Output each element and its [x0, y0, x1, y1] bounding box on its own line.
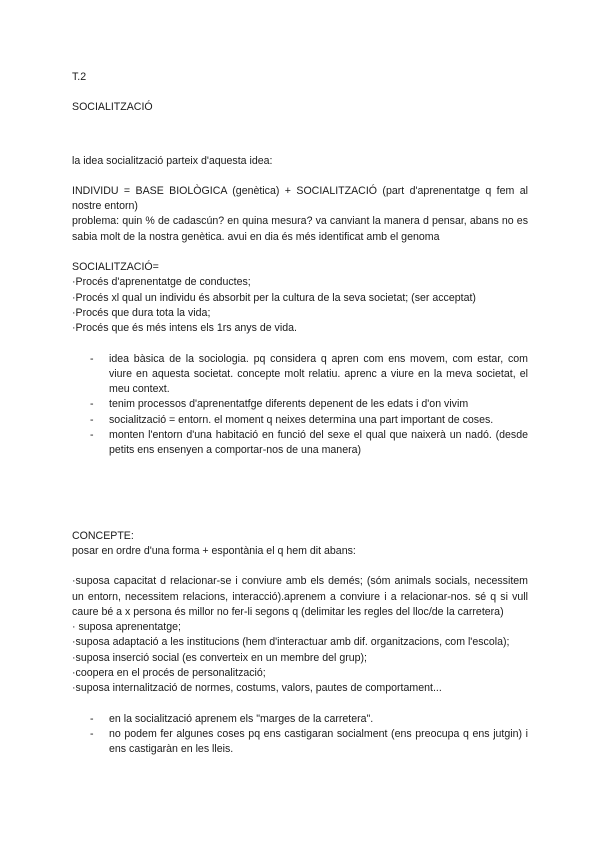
list-item: [72, 727, 528, 758]
topic-number: T.2: [72, 71, 87, 83]
definition-line: ·Procés xl qual un individu és absorbit per la cultura de la seva societat; (ser acceptat): [72, 291, 476, 304]
list-item-text: monten l'entorn d'una habitació en funció del sexe el qual que naixerà un nadó. (desde petits ens ensenyen a comportar-nos de una manera): [109, 429, 528, 457]
concept-line: ·suposa capacitat d relacionar-se i conviure amb els demés; (sóm animals socials, necessitem un entorn, necessitem relacions, interacció).aprenem a conviure i a relacionar-nos. sé q si vull caure bé a x persona és millor no fer-li segons q (delimitar les regles del lloc/de la carretera): [72, 575, 528, 618]
concept-intro: posar en ordre d'una forma + espontània el q hem dit abans:: [72, 544, 356, 557]
list-item-text: no podem fer algunes coses pq ens castigaran socialment (ens preocupa q ens jutgin) i ens castigaràn en les lleis.: [109, 727, 528, 756]
bullet-list-1: [72, 352, 528, 459]
list-item: [72, 397, 528, 412]
dash-bullet: -: [90, 413, 94, 426]
dash-bullet: -: [90, 429, 94, 442]
definition-line: ·Procés d'aprenentatge de conductes;: [72, 276, 251, 289]
list-item-text: en la socialització aprenem els "marges de la carretera".: [109, 712, 374, 725]
list-item: [72, 352, 528, 398]
bullet-list-2: [72, 712, 528, 758]
dash-bullet: -: [90, 712, 94, 725]
concept-line: ·coopera en el procés de personalització;: [72, 667, 266, 680]
dash-bullet: -: [90, 352, 94, 365]
list-item: [72, 413, 528, 428]
intro-text: la idea socialització parteix d'aquesta idea:: [72, 154, 273, 167]
formula-text: INDIVIDU = BASE BIOLÒGICA (genètica) + SOCIALITZACIÓ (part d'aprenentatge q fem al nostre entorn): [72, 184, 528, 213]
list-item: [72, 428, 528, 459]
definition-line: ·Procés que és més intens els 1rs anys de vida.: [72, 322, 297, 335]
definition-line: ·Procés que dura tota la vida;: [72, 306, 211, 319]
list-item: [72, 712, 528, 727]
definition-heading: SOCIALITZACIÓ=: [72, 261, 159, 274]
list-item-text: tenim processos d'aprenentatfge diferents depenent de les edats i d'on vivim: [109, 398, 469, 411]
concept-line: · suposa aprenentatge;: [72, 621, 181, 634]
list-item-text: idea bàsica de la sociologia. pq considera q apren com ens movem, com estar, com viure en aquesta societat. concepte molt relatiu. aprenc a viure en la meva societat, el meu context.: [109, 352, 528, 396]
problem-text: problema: quin % de cadascún? en quina mesura? va canviant la manera d pensar, abans no es sabia molt de la nostra genètica. avui en dia és més identificat amb el genoma: [72, 215, 528, 243]
concept-line: ·suposa inserció social (es converteix en un membre del grup);: [72, 651, 367, 664]
concept-line: ·suposa adaptació a les institucions (hem d'interactuar amb dif. organitzacions, com l'escola);: [72, 636, 510, 649]
concept-line: ·suposa internalització de normes, costums, valors, pautes de comportament...: [72, 682, 442, 695]
document-page: [72, 70, 528, 758]
dash-bullet: -: [90, 398, 94, 411]
dash-bullet: -: [90, 727, 94, 740]
list-item-text: socialització = entorn. el moment q neixes determina una part important de coses.: [109, 413, 494, 426]
document-title: SOCIALITZACIÓ: [72, 101, 153, 114]
concept-heading: CONCEPTE:: [72, 529, 134, 542]
